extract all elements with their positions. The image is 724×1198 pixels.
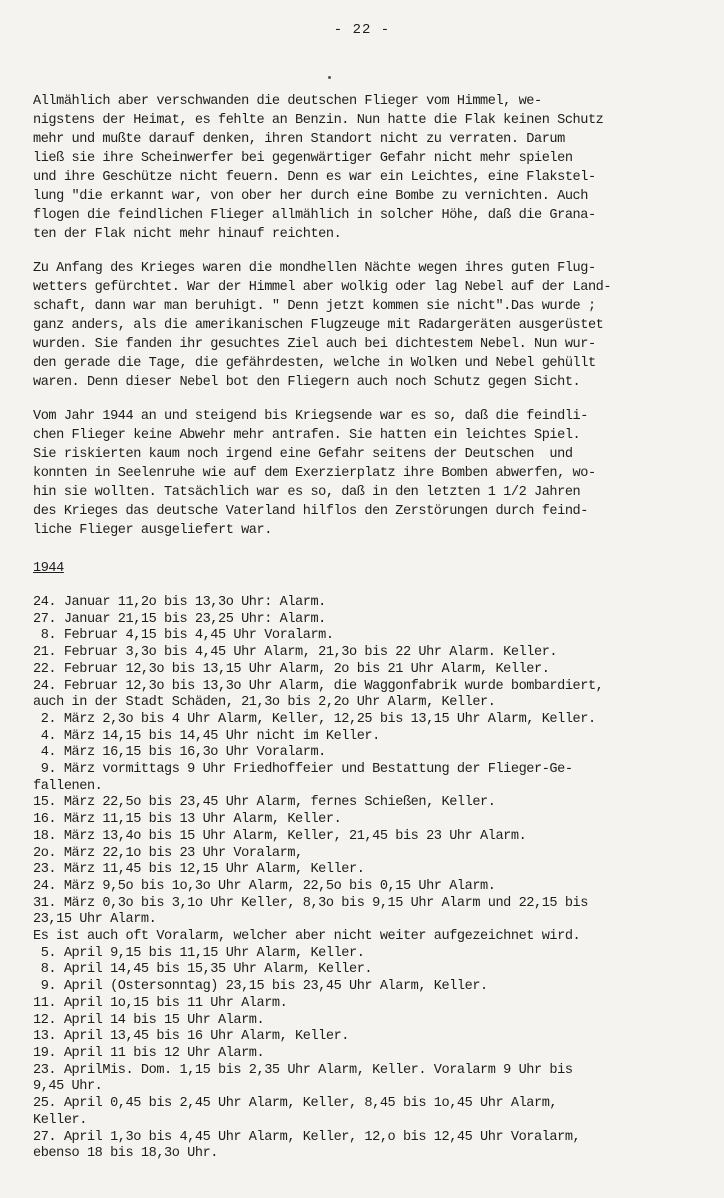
log-entry-line: 21. Februar 3,3o bis 4,45 Uhr Alarm, 21,3o bis 22 Uhr Alarm. Keller. (33, 645, 558, 661)
log-entry-line: 9. März vormittags 9 Uhr Friedhoffeier und Bestattung der Flieger-Ge- (33, 762, 573, 778)
log-entry-line: 2. März 2,3o bis 4 Uhr Alarm, Keller, 12,25 bis 13,15 Uhr Alarm, Keller. (33, 711, 596, 727)
log-entry-line: 18. März 13,4o bis 15 Uhr Alarm, Keller, 21,45 bis 23 Uhr Alarm. (33, 828, 527, 844)
paragraph (33, 259, 703, 392)
log-entry-line: 4. März 14,15 bis 14,45 Uhr nicht im Keller. (33, 728, 380, 744)
paragraph-line: schaft, dann war man beruhigt. " Denn jetzt kommen sie nicht".Das wurde ; (33, 299, 596, 314)
log-entry-line: 23,15 Uhr Alarm. (33, 912, 157, 928)
paragraph-line: waren. Denn dieser Nebel bot den Fliegern auch noch Schutz gegen Sicht. (33, 375, 581, 390)
paragraph-line: Zu Anfang des Krieges waren die mondhellen Nächte wegen ihres guten Flug- (33, 261, 596, 276)
log-entry-line: 16. März 11,15 bis 13 Uhr Alarm, Keller. (33, 812, 342, 828)
log-entry-line: 24. März 9,5o bis 1o,3o Uhr Alarm, 22,5o bis 0,15 Uhr Alarm. (33, 878, 496, 894)
log-entry-line: 15. März 22,5o bis 23,45 Uhr Alarm, fernes Schießen, Keller. (33, 795, 496, 811)
log-entry-line: 9,45 Uhr. (33, 1079, 103, 1095)
paragraph-line: wurden. Sie fanden ihr gesuchtes Ziel auch bei dichtestem Nebel. Nun wur- (33, 337, 596, 352)
log-entry-line: Keller. (33, 1112, 87, 1128)
log-entry-line: 13. April 13,45 bis 16 Uhr Alarm, Keller. (33, 1029, 350, 1045)
paragraph-line: und ihre Geschütze nicht feuern. Denn es war ein Leichtes, eine Flakstel- (33, 170, 596, 185)
log-entry-line: 9. April (Ostersonntag) 23,15 bis 23,45 Uhr Alarm, Keller. (33, 979, 488, 995)
log-entry-line: 27. Januar 21,15 bis 23,25 Uhr: Alarm. (33, 611, 326, 627)
paragraph-line: ließ sie ihre Scheinwerfer bei gegenwärtiger Gefahr nicht mehr spielen (33, 151, 573, 166)
log-entry-line: 25. April 0,45 bis 2,45 Uhr Alarm, Keller, 8,45 bis 1o,45 Uhr Alarm, (33, 1096, 558, 1112)
paragraph-line: wetters gefürchtet. War der Himmel aber wolkig oder lag Nebel auf der Land- (33, 280, 612, 295)
log-entry-line: 8. April 14,45 bis 15,35 Uhr Alarm, Keller. (33, 962, 373, 978)
paragraph-line: den gerade die Tage, die gefährdesten, welche in Wolken und Nebel gehüllt (33, 356, 596, 371)
paragraph-line: ten der Flak nicht mehr hinauf reichten. (33, 227, 342, 242)
paragraph-line: konnten in Seelenruhe wie auf dem Exerzierplatz ihre Bomben abwerfen, wo- (33, 466, 596, 481)
log-entry-line: 23. AprilMis. Dom. 1,15 bis 2,35 Uhr Alarm, Keller. Voralarm 9 Uhr bis (33, 1062, 573, 1078)
ink-speck (328, 76, 331, 79)
page-number: - 22 - (333, 22, 391, 38)
log-entry-line: 5. April 9,15 bis 11,15 Uhr Alarm, Keller. (33, 945, 365, 961)
year-heading: 1944 (33, 561, 64, 576)
log-entry-line: ebenso 18 bis 18,3o Uhr. (33, 1146, 218, 1162)
log-entry-line: 4. März 16,15 bis 16,3o Uhr Voralarm. (33, 745, 326, 761)
paragraph-line: hin sie wollten. Tatsächlich war es so, daß in den letzten 1 1/2 Jahren (33, 485, 581, 500)
paragraph-line: mehr und mußte darauf denken, ihren Standort nicht zu verraten. Darum (33, 132, 565, 147)
paragraph-line: liche Flieger ausgeliefert war. (33, 523, 272, 538)
log-entry-line: Es ist auch oft Voralarm, welcher aber nicht weiter aufgezeichnet wird. (33, 929, 581, 945)
narrative-section (33, 92, 703, 540)
log-entry-line: 11. April 1o,15 bis 11 Uhr Alarm. (33, 995, 288, 1011)
paragraph-line: Allmählich aber verschwanden die deutschen Flieger vom Himmel, we- (33, 94, 542, 109)
paragraph-line: Vom Jahr 1944 an und steigend bis Kriegsende war es so, daß die feindli- (33, 409, 588, 424)
paragraph-line: ganz anders, als die amerikanischen Flugzeuge mit Radargeräten ausgerüstet (33, 318, 604, 333)
paragraph-line: lung "die erkannt war, von ober her durch eine Bombe zu vernichten. Auch (33, 189, 588, 204)
log-entry-line: 27. April 1,3o bis 4,45 Uhr Alarm, Keller, 12,o bis 12,45 Uhr Voralarm, (33, 1129, 581, 1145)
log-entry-line: 24. Februar 12,3o bis 13,3o Uhr Alarm, die Waggonfabrik wurde bombardiert, (33, 678, 604, 694)
alarm-log (33, 595, 703, 1163)
log-entry-line: 2o. März 22,1o bis 23 Uhr Voralarm, (33, 845, 303, 861)
log-entry-line: 8. Februar 4,15 bis 4,45 Uhr Voralarm. (33, 628, 334, 644)
log-entry-line: 19. April 11 bis 12 Uhr Alarm. (33, 1045, 265, 1061)
log-entry-line: auch in der Stadt Schäden, 21,3o bis 2,2o Uhr Alarm, Keller. (33, 695, 496, 711)
document-body (33, 92, 703, 1163)
log-entry-line: fallenen. (33, 778, 103, 794)
log-entry-line: 12. April 14 bis 15 Uhr Alarm. (33, 1012, 265, 1028)
log-entry-line: 22. Februar 12,3o bis 13,15 Uhr Alarm, 2o bis 21 Uhr Alarm, Keller. (33, 661, 550, 677)
log-entry-line: 23. März 11,45 bis 12,15 Uhr Alarm, Keller. (33, 862, 365, 878)
paragraph-line: flogen die feindlichen Flieger allmählich in solcher Höhe, daß die Grana- (33, 208, 596, 223)
paragraph-line: des Krieges das deutsche Vaterland hilflos den Zerstörungen durch feind- (33, 504, 588, 519)
paragraph (33, 92, 703, 244)
paragraph (33, 407, 703, 540)
log-entry-line: 24. Januar 11,2o bis 13,3o Uhr: Alarm. (33, 595, 326, 610)
log-entry-line: 31. März 0,3o bis 3,1o Uhr Keller, 8,3o bis 9,15 Uhr Alarm und 22,15 bis (33, 895, 588, 911)
paragraph-line: nigstens der Heimat, es fehlte an Benzin. Nun hatte die Flak keinen Schutz (33, 113, 604, 128)
paragraph-line: Sie riskierten kaum noch irgend eine Gefahr seitens der Deutschen und (33, 447, 573, 462)
paragraph-line: chen Flieger keine Abwehr mehr antrafen. Sie hatten ein leichtes Spiel. (33, 428, 581, 443)
